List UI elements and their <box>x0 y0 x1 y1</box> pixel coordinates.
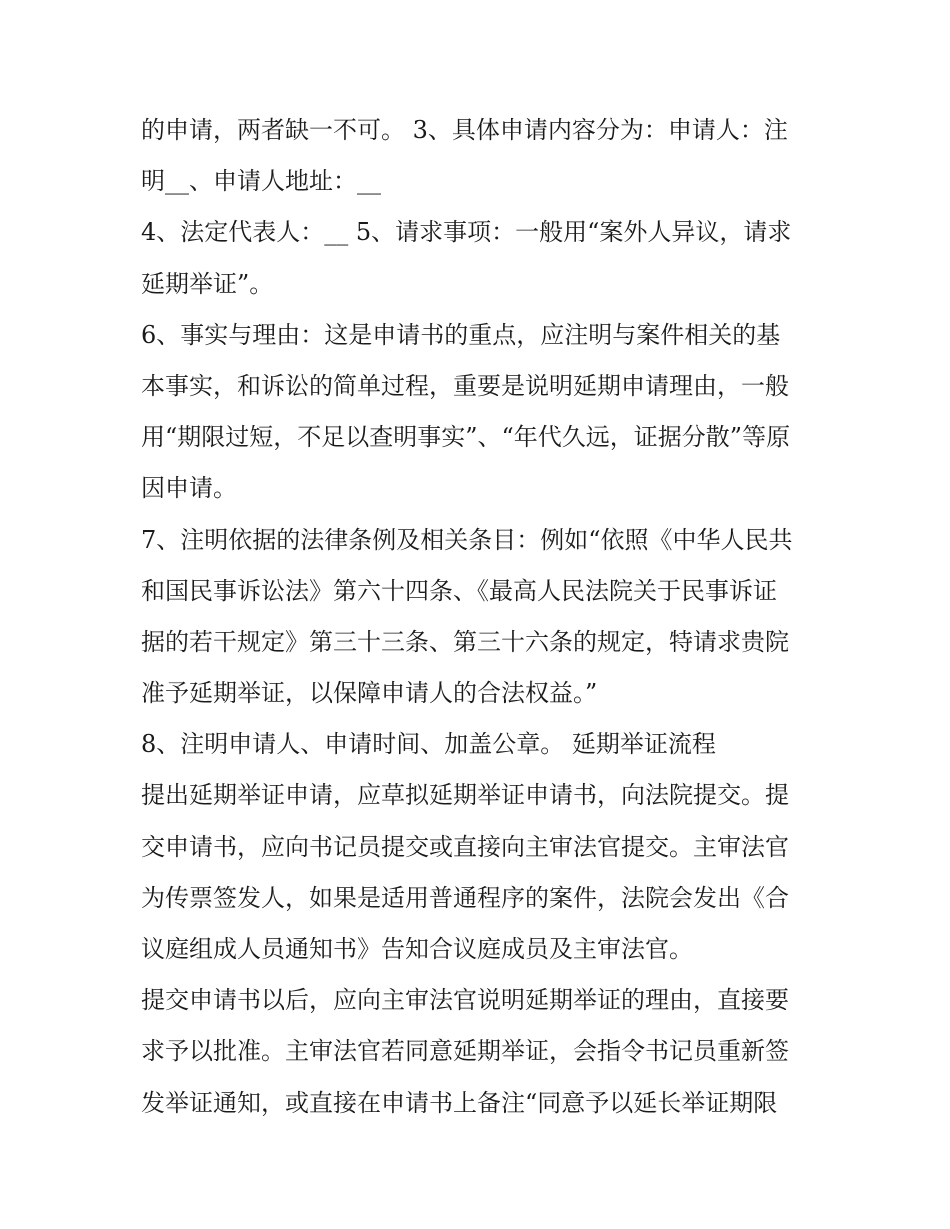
text-line: 4、法定代表人：__ 5、请求事项：一般用“案外人异议，请求 <box>141 218 792 247</box>
document-body <box>141 110 821 1134</box>
text-line: 交申请书，应向书记员提交或直接向主审法官提交。主审法官 <box>141 832 789 861</box>
text-line: 为传票签发人，如果是适用普通程序的案件，法院会发出《合 <box>141 883 789 912</box>
text-line: 求予以批准。主审法官若同意延期举证，会指令书记员重新签 <box>141 1037 789 1066</box>
text-line: 本事实，和诉讼的简单过程，重要是说明延期申请理由，一般 <box>141 371 789 400</box>
text-line: 延期举证”。 <box>141 269 274 298</box>
text-line: 提交申请书以后，应向主审法官说明延期举证的理由，直接要 <box>141 986 789 1015</box>
text-line: 据的若干规定》第三十三条、第三十六条的规定，特请求贵院 <box>141 627 789 656</box>
text-line: 提出延期举证申请，应草拟延期举证申请书，向法院提交。提 <box>141 781 789 810</box>
text-line: 因申请。 <box>141 474 237 503</box>
text-line: 和国民事诉讼法》第六十四条、《最高人民法院关于民事诉证 <box>141 576 777 605</box>
text-line: 准予延期举证，以保障申请人的合法权益。” <box>141 679 598 708</box>
text-line: 7、注明依据的法律条例及相关条目：例如“依照《中华人民共 <box>141 525 793 554</box>
text-line: 明__、申请人地址：__ <box>141 167 381 196</box>
text-line: 发举证通知，或直接在申请书上备注“同意予以延长举证期限 <box>141 1088 778 1117</box>
text-line: 用“期限过短，不足以查明事实”、“年代久远，证据分散”等原 <box>141 423 791 452</box>
text-line: 8、注明申请人、申请时间、加盖公章。 延期举证流程 <box>141 730 716 759</box>
text-line: 6、事实与理由：这是申请书的重点，应注明与案件相关的基 <box>141 320 781 349</box>
text-line: 的申请，两者缺一不可。 3、具体申请内容分为：申请人：注 <box>141 116 788 144</box>
text-line: 议庭组成人员通知书》告知合议庭成员及主审法官。 <box>141 935 693 963</box>
